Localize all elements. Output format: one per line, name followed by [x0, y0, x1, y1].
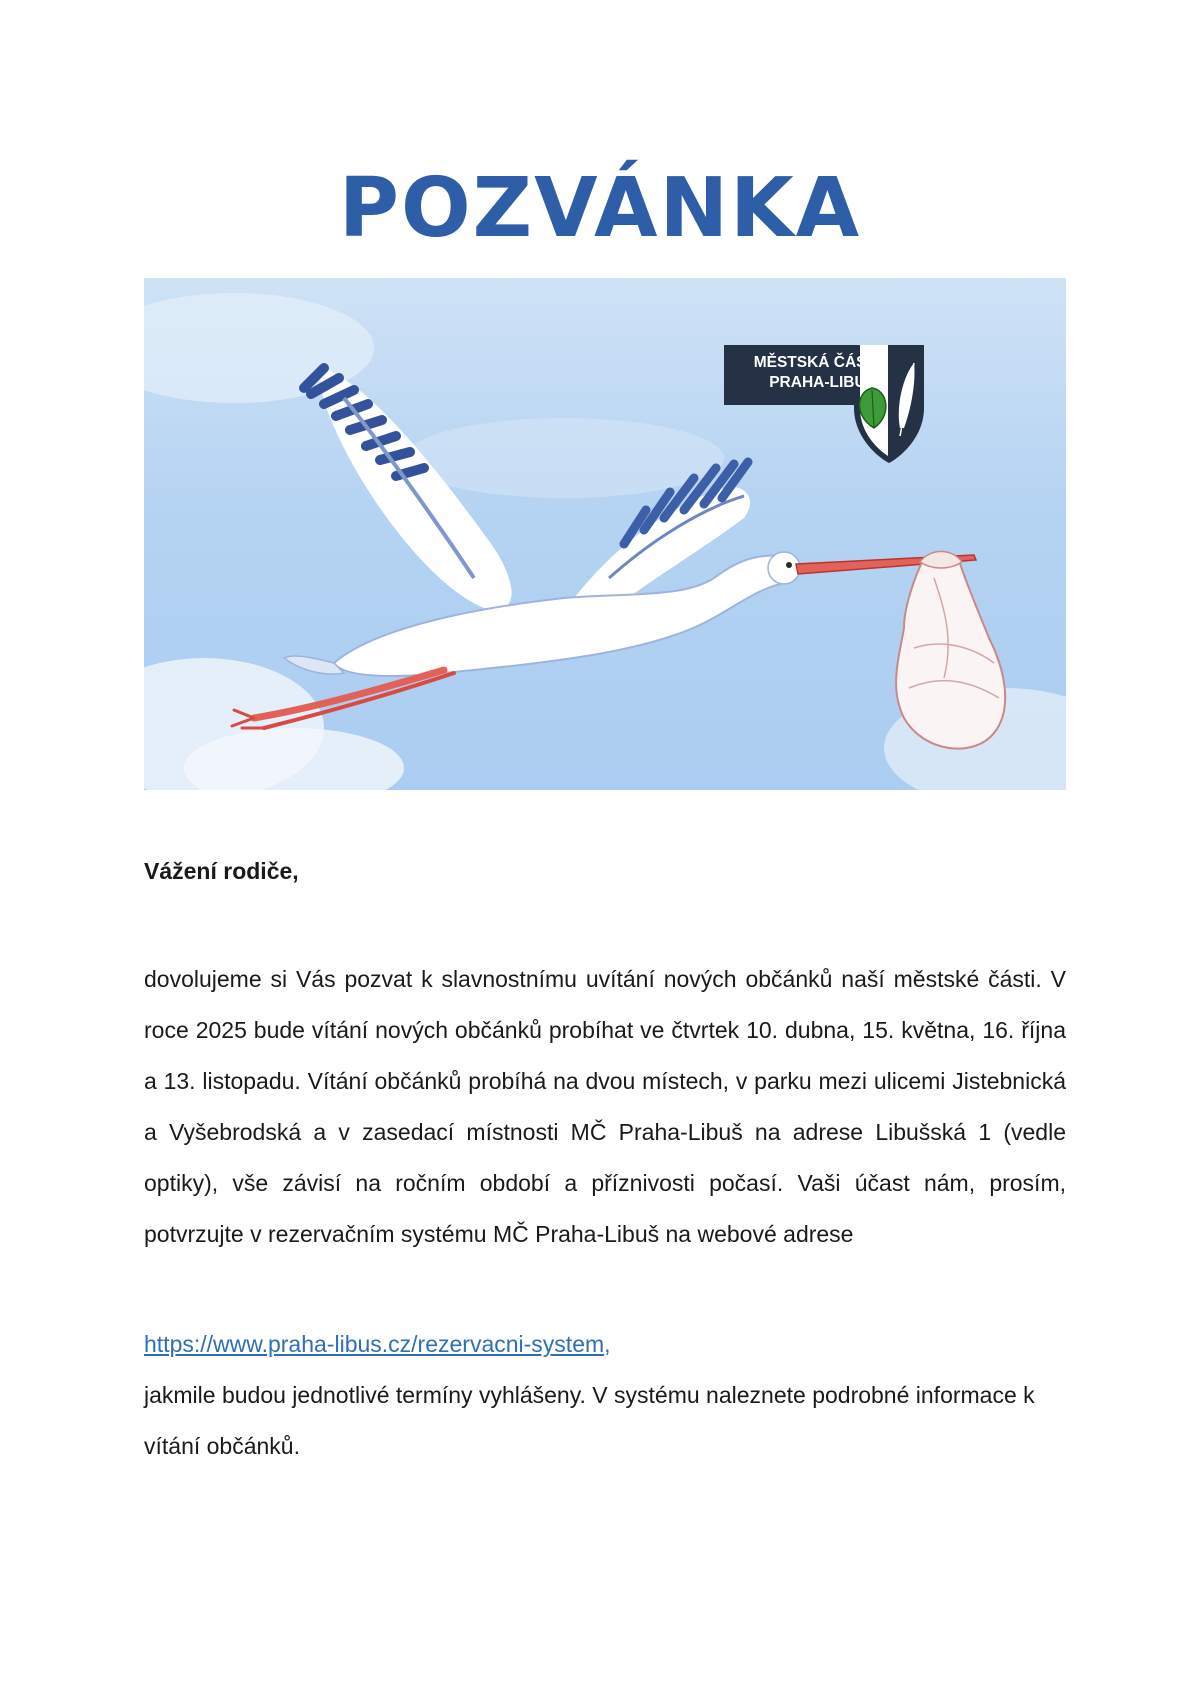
logo-line-2: PRAHA-LIBUŠ [769, 374, 876, 391]
page-title: POZVÁNKA [338, 161, 862, 256]
link-comma: , [604, 1331, 611, 1357]
hero-image [144, 278, 1066, 790]
closing-paragraph: jakmile budou jednotlivé termíny vyhlášeny. V systému naleznete podrobné informace k vítání občánků. [144, 1382, 1035, 1459]
logo-text [724, 345, 888, 405]
greeting: Vážení rodiče, [144, 858, 299, 884]
invitation-paragraph: dovolujeme si Vás pozvat k slavnostnímu uvítání nových občánků naší městské části. V roce 2025 bude vítání nových občánků probíhat ve čtvrtek 10. dubna, 15. května, 16. října a 13. listopadu. Vítání občánků probíhá na dvou místech, v parku mezi ulicemi Jistebnická a Vyšebrodská a v zasedací místnosti MČ Praha-Libuš na adrese Libušská 1 (vedle optiky), vše závisí na ročním období a příznivosti počasí. Vaši účast nám, prosím, potvrzujte v rezervačním systému MČ Praha-Libuš na webové adrese [144, 966, 1066, 1247]
reservation-link[interactable]: https://www.praha-libus.cz/rezervacni-system [144, 1331, 605, 1357]
logo-line-1: MĚSTSKÁ ČÁST [753, 354, 876, 371]
link-line [144, 1319, 611, 1370]
stork-illustration [144, 278, 1066, 790]
